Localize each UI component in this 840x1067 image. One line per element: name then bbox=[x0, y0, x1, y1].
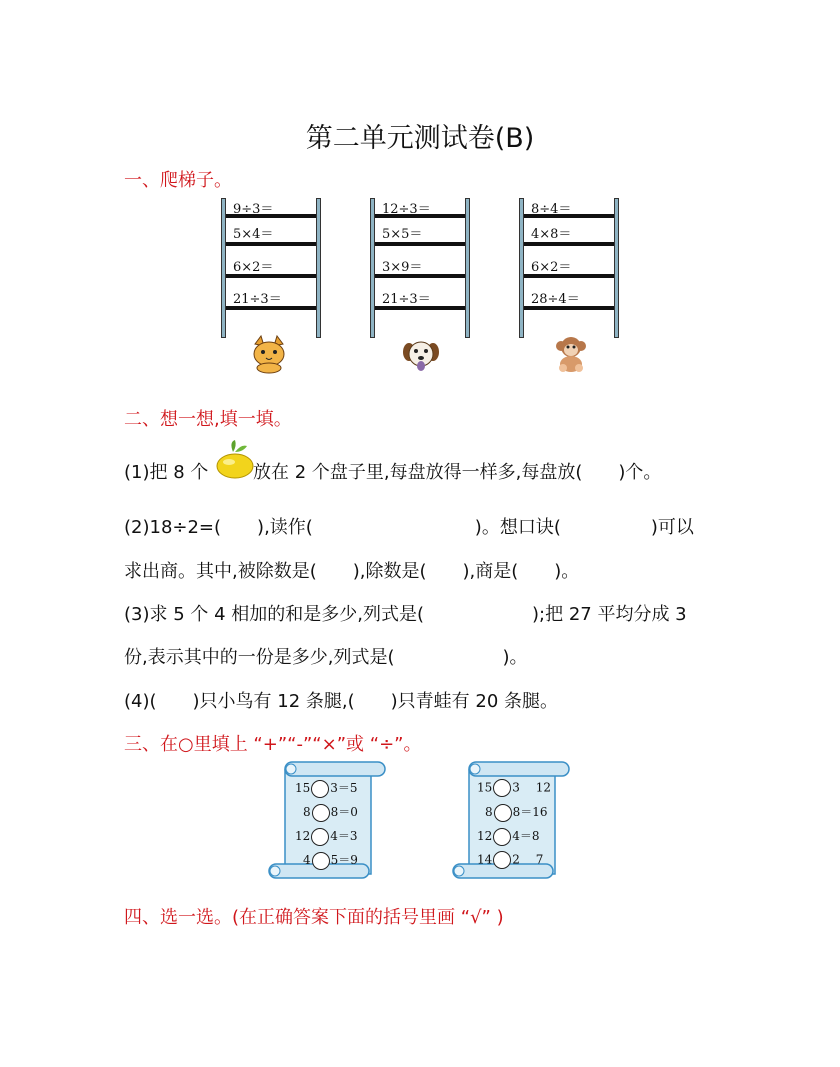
section-4-heading: 四、选一选。(在正确答案下面的括号里画 “√” ) bbox=[124, 907, 504, 928]
operator-circle-blank[interactable] bbox=[493, 828, 511, 846]
ladder-equation: 21÷3＝ bbox=[233, 292, 282, 307]
scroll-row: 15 3 12 bbox=[477, 779, 551, 797]
operator-circle-blank[interactable] bbox=[312, 852, 330, 870]
section-1-heading: 一、爬梯子。 bbox=[124, 170, 232, 191]
operator-circle-blank[interactable] bbox=[494, 804, 512, 822]
question-4-line-1: (4)( )只小鸟有 12 条腿,( )只青蛙有 20 条腿。 bbox=[124, 691, 559, 712]
ladder-1 bbox=[221, 198, 321, 338]
operator-circle-blank[interactable] bbox=[493, 851, 511, 869]
question-2-line-2: 求出商。其中,被除数是( ),除数是( ),商是( )。 bbox=[124, 561, 580, 582]
ladder-equation: 21÷3＝ bbox=[382, 292, 431, 307]
monkey-icon bbox=[551, 334, 591, 374]
scroll-row: 12 4＝8 bbox=[477, 827, 540, 846]
ladder-equation: 6×2＝ bbox=[531, 260, 572, 275]
ladder-equation: 3×9＝ bbox=[382, 260, 423, 275]
dog-icon bbox=[401, 336, 441, 376]
scroll-row: 8 8＝0 bbox=[295, 803, 358, 822]
operator-circle-blank[interactable] bbox=[312, 804, 330, 822]
ladder-equation: 5×4＝ bbox=[233, 227, 274, 242]
ladder-equation: 6×2＝ bbox=[233, 260, 274, 275]
section-2-heading: 二、想一想,填一填。 bbox=[124, 409, 292, 430]
question-1-prefix: (1)把 8 个 bbox=[124, 462, 209, 483]
scroll-row: 4 5＝9 bbox=[295, 851, 358, 870]
question-2-line-1: (2)18÷2=( ),读作( )。想口诀( )可以 bbox=[124, 517, 694, 538]
ladder-equation: 12÷3＝ bbox=[382, 202, 431, 217]
scroll-row: 12 4＝3 bbox=[295, 827, 358, 846]
cat-icon bbox=[249, 334, 289, 374]
ladder-equation: 28÷4＝ bbox=[531, 292, 580, 307]
operator-circle-blank[interactable] bbox=[311, 828, 329, 846]
ladder-equation: 8÷4＝ bbox=[531, 202, 572, 217]
section-3-heading: 三、在○里填上 “+”“-”“×”或 “÷”。 bbox=[124, 734, 422, 755]
question-3-line-1: (3)求 5 个 4 相加的和是多少,列式是( );把 27 平均分成 3 bbox=[124, 604, 687, 625]
scroll-row: 15 3＝5 bbox=[295, 779, 358, 798]
ladder-2 bbox=[370, 198, 470, 338]
question-3-line-2: 份,表示其中的一份是多少,列式是( )。 bbox=[124, 647, 528, 668]
scroll-card-2 bbox=[451, 760, 571, 880]
lemon-icon bbox=[213, 438, 257, 482]
scroll-card-1 bbox=[267, 760, 387, 880]
ladder-3 bbox=[519, 198, 619, 338]
page-title: 第二单元测试卷(B) bbox=[305, 123, 535, 154]
operator-circle-blank[interactable] bbox=[493, 779, 511, 797]
ladder-equation: 5×5＝ bbox=[382, 227, 423, 242]
question-1-text: 放在 2 个盘子里,每盘放得一样多,每盘放( )个。 bbox=[253, 462, 662, 483]
operator-circle-blank[interactable] bbox=[311, 780, 329, 798]
ladder-equation: 4×8＝ bbox=[531, 227, 572, 242]
ladder-equation: 9÷3＝ bbox=[233, 202, 274, 217]
scroll-row: 14 2 7 bbox=[477, 851, 543, 869]
scroll-row: 8 8＝16 bbox=[477, 803, 548, 822]
